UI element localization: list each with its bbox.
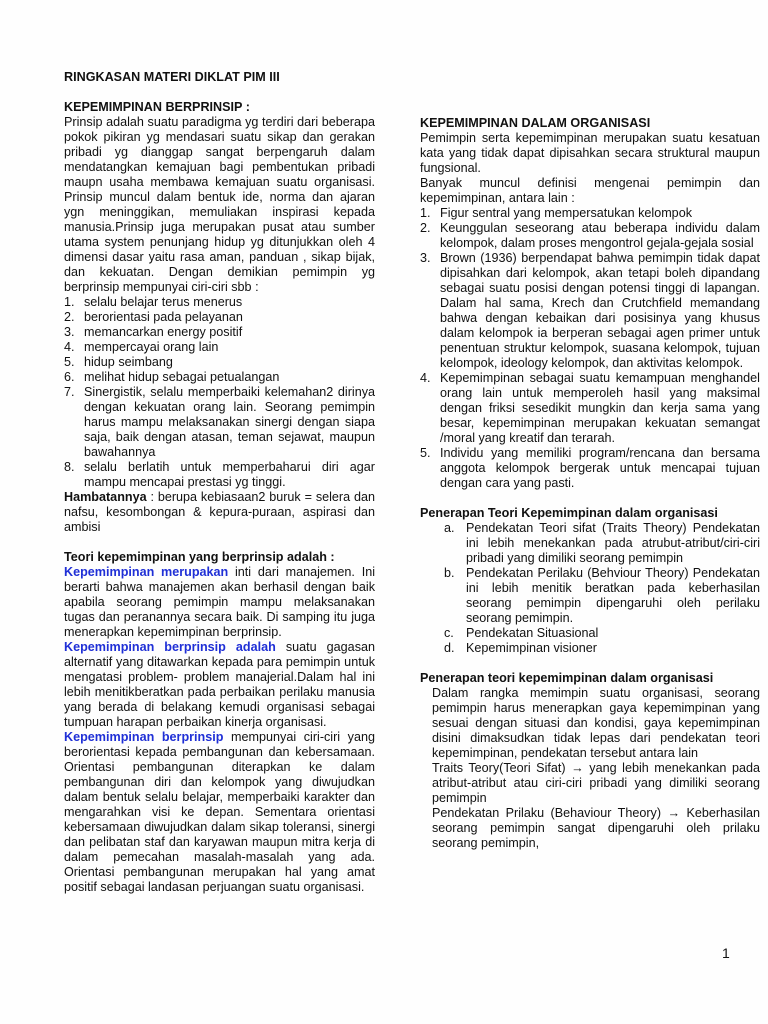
list-item <box>420 371 760 446</box>
highlight-term: Kepemimpinan merupakan <box>64 565 229 579</box>
list-number: 1. <box>64 295 75 309</box>
hambatan-label: Hambatannya <box>64 490 147 504</box>
intro-paragraph: Prinsip adalah suatu paradigma yg terdiri dari beberapa pokok pikiran yg mendasari suatu sikap dan gerakan pribadi yg dianggap sangat berpengaruh dalam mendatangkan kemajuan bagi pembentukan pribadi maupn usaha membawa kemajuan suatu organisasi. Prinsip muncul dalam bentuk ide, norma dan ajaran ygn meninggikan, memuliakan inspirasi kepada manusia.Prinsip juga merupakan pusat atau sumber utama system penunjang hidup yg ditunjukkan oleh 4 dimensi dasar yaitu rasa aman, panduan , sikap bijak, dan kekuatan. Dengan demikian pemimpin yg berprinsip mempunyai ciri-ciri sbb : <box>64 115 375 294</box>
list-number: 2. <box>420 221 431 235</box>
pendekatan-list <box>420 521 760 656</box>
section-heading-penerapan-dalam-organisasi: Penerapan teori kepemimpinan dalam organisasi <box>420 671 714 685</box>
paragraph-banyak-muncul: Banyak muncul definisi mengenai pemimpin dan kepemimpinan, antara lain : <box>420 176 760 205</box>
hambatan-text: : berupa kebiasaan2 buruk = selera dan nafsu, kesombongan & kepura-puraan, aspirasi dan ambisi <box>64 490 375 534</box>
list-item <box>420 566 760 626</box>
list-item <box>64 370 375 385</box>
list-text: hidup seimbang <box>84 355 173 369</box>
list-number: 7. <box>64 385 75 399</box>
list-text: melihat hidup sebagai petualangan <box>84 370 280 384</box>
list-item <box>420 251 760 371</box>
list-item <box>420 521 760 566</box>
highlight-term: Kepemimpinan berprinsip <box>64 730 224 744</box>
hambatan-paragraph <box>64 490 375 535</box>
list-letter: c. <box>444 626 454 640</box>
list-number: 6. <box>64 370 75 384</box>
highlight-term: Kepemimpinan berprinsip adalah <box>64 640 276 654</box>
paragraph-traits-teory: Traits Teory(Teori Sifat) → yang lebih menekankan pada atribut-atribut atau ciri-ciri pribadi yang dimiliki seorang pemimpin <box>432 761 760 805</box>
right-column <box>420 116 760 851</box>
list-text: selalu belajar terus menerus <box>84 295 243 309</box>
list-letter: d. <box>444 641 455 655</box>
list-text: Figur sentral yang mempersatukan kelompok <box>440 206 692 220</box>
paragraph-dalam-rangka: Dalam rangka memimpin suatu organisasi, seorang pemimpin harus menerapkan gaya kepemimpinan yang sesuai dengan situasi dan kondisi, gaya kepemimpinan disini dimaksudkan tidak lepas dari pendekatan teori kepemimpinan, pendekatan tersebut antara lain <box>432 686 760 760</box>
list-text: Pendekatan Perilaku (Behviour Theory) Pendekatan ini lebih menitik beratkan pada keberhasilan seorang pemimpin dipengaruhi oleh perilaku seorang pemimpin. <box>466 566 760 625</box>
list-letter: b. <box>444 566 455 580</box>
section-heading-kepemimpinan-dalam-organisasi: KEPEMIMPINAN DALAM ORGANISASI <box>420 116 651 130</box>
list-letter: a. <box>444 521 455 535</box>
paragraph-ciri-ciri <box>64 730 375 895</box>
list-number: 8. <box>64 460 75 474</box>
document-title: RINGKASAN MATERI DIKLAT PIM III <box>64 70 280 84</box>
list-number: 4. <box>64 340 75 354</box>
list-text: Individu yang memiliki program/rencana dan bersama anggota kelompok bergerak untuk mencapai tujuan dengan cara yang pasti. <box>440 446 760 490</box>
list-text: selalu berlatih untuk memperbaharui diri agar mampu mencapai prestasi yg tinggi. <box>84 460 375 489</box>
list-item <box>420 206 760 221</box>
paragraph-text: mempunyai ciri-ciri yang berorientasi kepada pembangunan dan kebersamaan. Orientasi pembangunan diterapkan ke dalam pembangunan diri dan kelompok yang diwujudkan dalam bentuk selalu belajar, memperbaiki karakter dan mengarahkan visi ke depan. Sementara orientasi kebersamaan diwujudkan dalam sikap toleransi, sinergi dan pelibatan staf dan karyawan maupun mitra kerja di dalam pemecahan masalah-masalah yang ada. Orientasi pembangunan merupakan hal yang amat positif sebagai landasan perjuangan suatu organisasi. <box>64 730 375 894</box>
list-item <box>64 385 375 460</box>
paragraph-kepemimpinan-berprinsip-adalah <box>64 640 375 730</box>
paragraph-text: suatu gagasan alternatif yang ditawarkan kepada para pemimpin untuk mengatasi problem- problem manajerial.Dalam hal ini lebih menitikberatkan pada perbaikan perilaku manusia yang berada di belakang kemudi organisasi sebagai tumpuan harapan perbaikan kinerja organisasi. <box>64 640 375 729</box>
list-text: Pendekatan Teori sifat (Traits Theory) Pendekatan ini lebih menekankan pada atrubut-atribut/ciri-ciri pribadi yang dimiliki seorang pemimpin <box>466 521 760 565</box>
list-item <box>64 340 375 355</box>
list-number: 5. <box>64 355 75 369</box>
definisi-list <box>420 206 760 491</box>
list-item <box>64 310 375 325</box>
list-item <box>420 446 760 491</box>
list-text: memancarkan energy positif <box>84 325 243 339</box>
list-number: 3. <box>420 251 431 265</box>
list-item <box>64 295 375 310</box>
list-item <box>420 221 760 251</box>
paragraph-pendekatan-prilaku: Pendekatan Prilaku (Behaviour Theory) → Keberhasilan seorang pemimpin sangat dipengaruhi oleh prilaku seorang pemimpin, <box>432 806 760 850</box>
left-column <box>64 70 375 895</box>
list-text: Kepemimpinan visioner <box>466 641 597 655</box>
list-item <box>64 460 375 490</box>
list-number: 4. <box>420 371 431 385</box>
list-number: 5. <box>420 446 431 460</box>
list-item <box>64 355 375 370</box>
list-text: Kepemimpinan sebagai suatu kemampuan menghandel orang lain untuk memperoleh hasil yang maksimal dengan friksi sesedikit mungkin dan kerja sama yang besar, kepemimpinan merupakan kekuatan semangat /moral yang kreatif dan terarah. <box>440 371 760 445</box>
paragraph-text: inti dari manajemen. Ini berarti bahwa manajemen akan berhasil dengan baik apabila seorang pemimpin mampu melaksanakan tugas dan peranannya secara baik. Di samping itu juga menerapkan kepemimpinan berprinsip. <box>64 565 375 639</box>
list-item <box>420 641 760 656</box>
list-number: 3. <box>64 325 75 339</box>
page-number: 1 <box>722 945 730 961</box>
list-number: 1. <box>420 206 431 220</box>
list-item <box>64 325 375 340</box>
section-heading-kepemimpinan-berprinsip: KEPEMIMPINAN BERPRINSIP : <box>64 100 250 114</box>
list-text: Pendekatan Situasional <box>466 626 599 640</box>
paragraph-pemimpin-serta: Pemimpin serta kepemimpinan merupakan suatu kesatuan kata yang tidak dapat dipisahkan secara struktural maupun fungsional. <box>420 131 760 175</box>
list-text: Keunggulan seseorang atau beberapa individu dalam kelompok, dalam proses mengontrol gejala-gejala sosial <box>440 221 760 250</box>
list-text: mempercayai orang lain <box>84 340 219 354</box>
ciri-ciri-list <box>64 295 375 490</box>
list-text: Brown (1936) berpendapat bahwa pemimpin tidak dapat dipisahkan dari kelompok, akan tetapi boleh dipandang sebagai suatu posisi dengan potensi tinggi di lapangan. Dalam hal sama, Krech dan Crutchfield memandang bahwa dengan kebaikan dari posisinya yang khusus dalam kelompok ia berperan sebagai agen primer untuk penentuan struktur kelompok, suasana kelompok, tujuan kelompok, ideology kelompok, dan aktivitas kelompok. <box>440 251 760 370</box>
list-number: 2. <box>64 310 75 324</box>
list-text: Sinergistik, selalu memperbaiki kelemahan2 dirinya dengan kekuatan orang lain. Seorang pemimpin harus mampu melaksanakan sinergi dengan siapa saja, baik dengan atasan, teman sejawat, maupun bawahannya <box>84 385 375 459</box>
section-heading-teori-berprinsip: Teori kepemimpinan yang berprinsip adalah : <box>64 550 335 564</box>
section-heading-penerapan-teori: Penerapan Teori Kepemimpinan dalam organisasi <box>420 506 718 520</box>
paragraph-kepemimpinan-merupakan <box>64 565 375 640</box>
list-item <box>420 626 760 641</box>
list-text: berorientasi pada pelayanan <box>84 310 243 324</box>
